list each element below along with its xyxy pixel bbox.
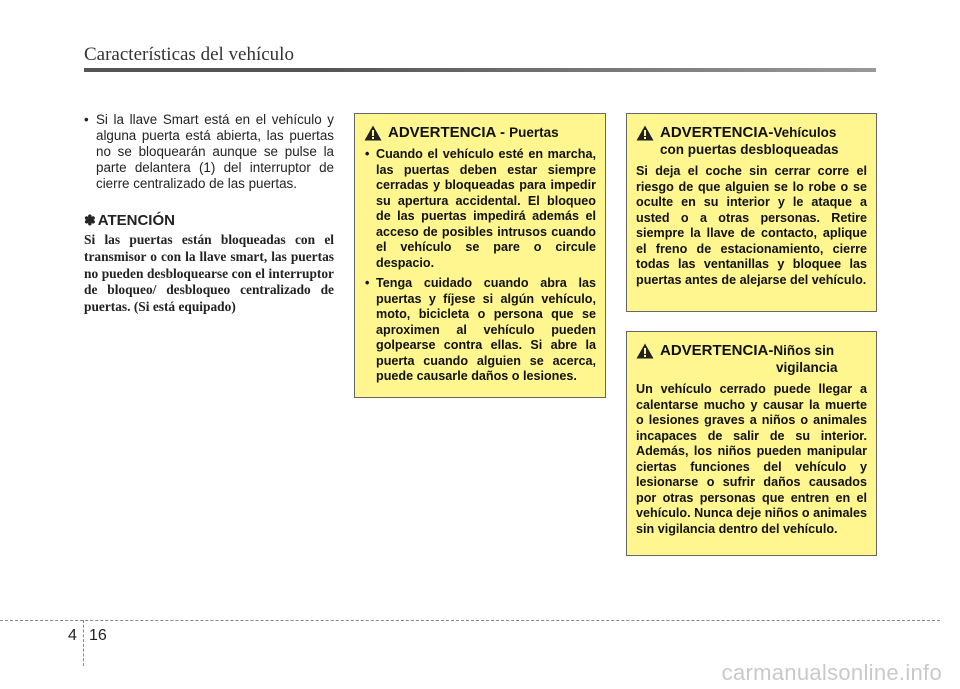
warning-title [660, 124, 839, 158]
warning-title [388, 124, 559, 141]
left-column [84, 112, 334, 316]
page-header-title: Características del vehículo [84, 44, 294, 65]
warning-subtitle: Vehículos [773, 125, 837, 140]
footer-rule [0, 620, 940, 621]
warning-triangle-icon [636, 343, 654, 359]
warning-title-main: ADVERTENCIA- [660, 124, 774, 141]
warning-header [636, 124, 867, 158]
warning-box-doors [354, 113, 606, 398]
attention-heading [84, 212, 334, 229]
list-item: • Cuando el vehículo esté en marcha, las puertas deben estar siempre cerradas y bloqueadas para impedir su apertura accidental. El bloqueo de las puertas impedirá además el acceso de posibles intrusos cuando el vehículo se pare o circule despacio. [364, 147, 596, 271]
warning-box-unlocked [626, 113, 877, 312]
header-rule [84, 68, 876, 72]
warning-title-main: ADVERTENCIA- [660, 342, 774, 359]
chapter-number: 4 [68, 627, 77, 644]
page-number-divider [83, 620, 84, 666]
watermark: carmanualsonline.info [721, 660, 942, 685]
warning-list [364, 147, 596, 385]
warning-subtitle: Niños sin [773, 343, 835, 358]
warning-header [364, 124, 596, 141]
smart-key-bullet: • Si la llave Smart está en el vehículo y alguna puerta está abierta, las puertas no se bloquearán aunque se pulse la parte delantera (1) del interruptor de cierre centralizado de las puertas. [84, 112, 334, 192]
warning-title [660, 342, 838, 376]
warning-body: Un vehículo cerrado puede llegar a calentarse mucho y causar la muerte o lesiones graves a niños o animales incapaces de salir de su interior. Además, los niños pueden manipular ciertas funciones del vehículo y lesionarse o sufrir daños causados por otras personas que entren en el vehículo. Nunca deje niños o animales sin vigilancia dentro del vehículo. [636, 382, 867, 536]
attention-text: Si las puertas están bloqueadas con el transmisor o con la llave smart, las puertas no pueden desbloquearse con el interruptor de bloqueo/ desbloqueo centralizado de puertas. (Si está equipado) [84, 232, 334, 315]
page-number: 16 [89, 627, 107, 644]
warning-triangle-icon [636, 125, 654, 141]
warning-subtitle: Puertas [509, 125, 559, 140]
list-item: • Tenga cuidado cuando abra las puertas y fíjese si algún vehículo, moto, bicicleta o persona que se aproximen al vehículo pueden golpearse contra ellas. Si abre la puerta cuando alguien se acerca, puede causarle daños o lesiones. [364, 276, 596, 385]
warning-subtitle-line2: vigilancia [776, 360, 838, 375]
warning-triangle-icon [364, 125, 382, 141]
warning-title-main: ADVERTENCIA - [388, 124, 510, 141]
warning-subtitle-line2: con puertas desbloqueadas [660, 142, 839, 157]
warning-body: Si deja el coche sin cerrar corre el riesgo de que alguien se lo robe o se oculte en su interior y le ataque a usted o a otras personas. Retire siempre la llave de contacto, aplique el freno de estacionamiento, cierre todas las ventanillas y bloquee las puertas antes de alejarse del vehículo. [636, 164, 867, 287]
warning-header [636, 342, 867, 376]
asterisk-icon: ✽ [84, 212, 96, 228]
attention-title: ATENCIÓN [97, 212, 175, 229]
warning-box-children [626, 331, 877, 556]
